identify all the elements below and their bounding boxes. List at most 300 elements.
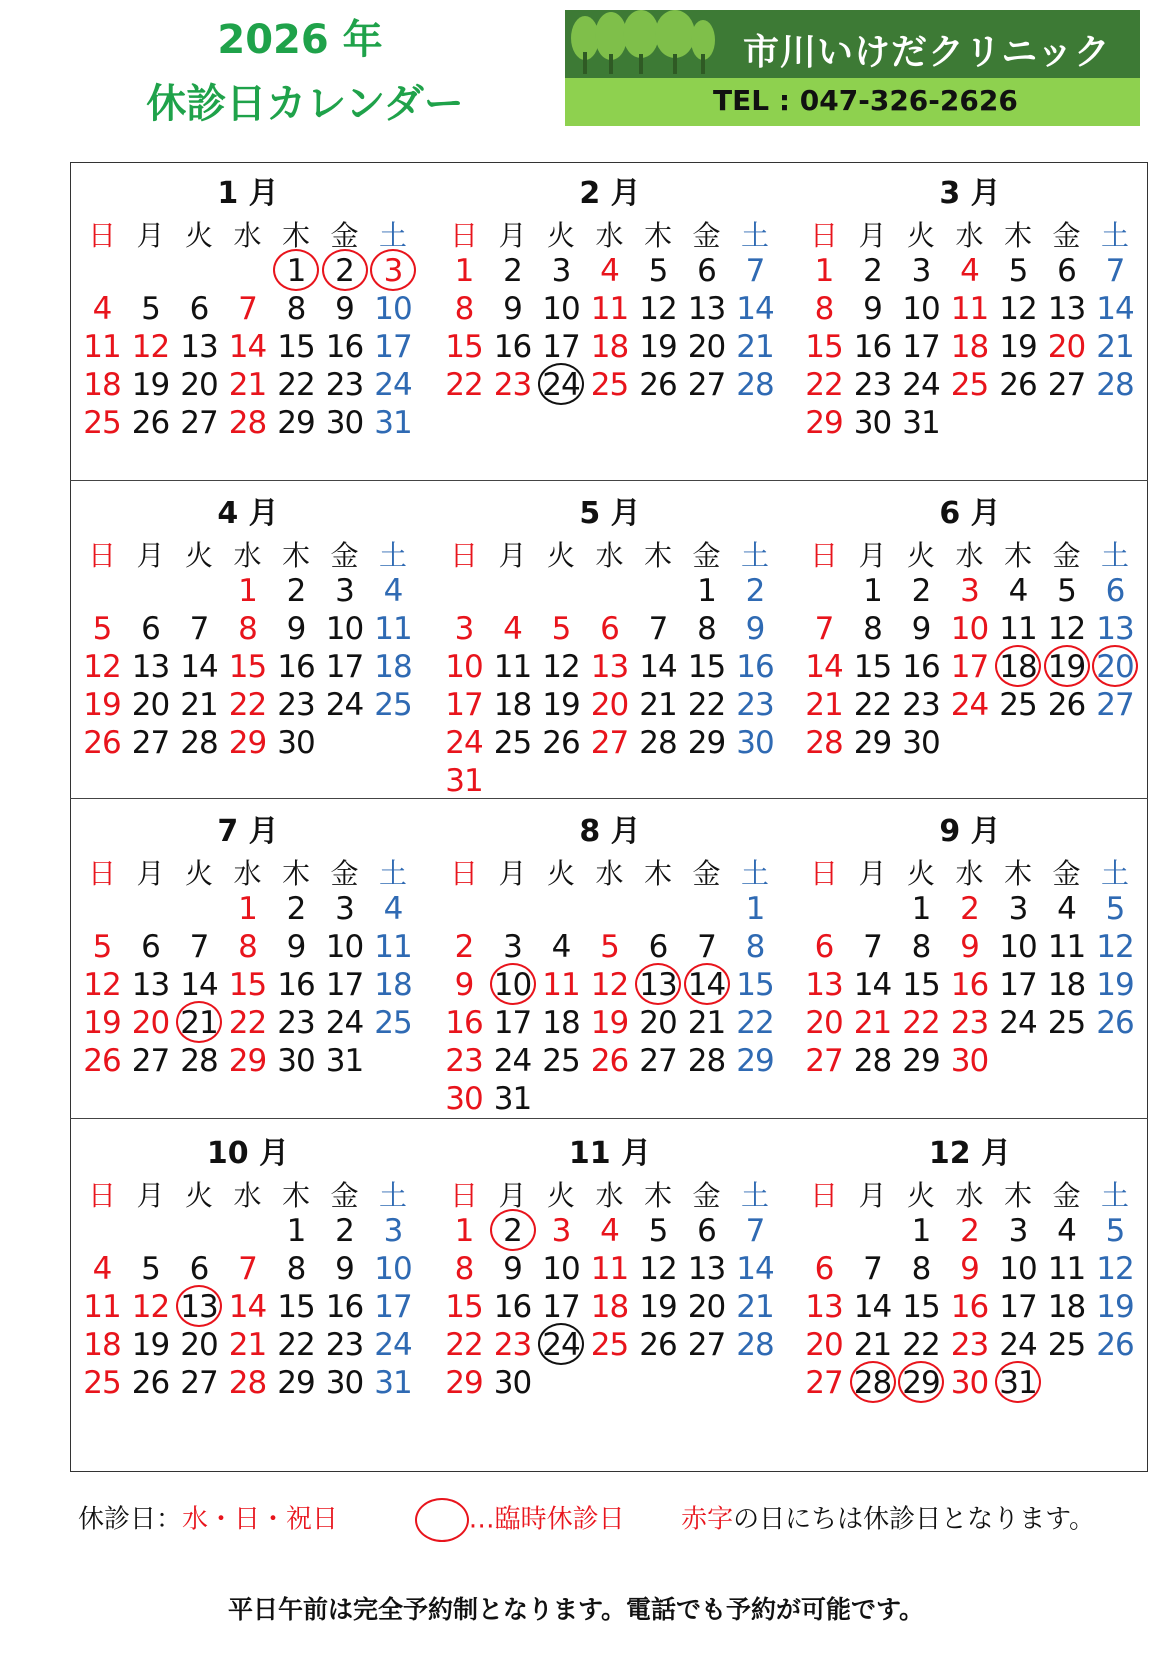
weekday-label: 日	[449, 539, 478, 572]
calendar-day: 2	[911, 573, 931, 609]
calendar-day: 23	[277, 1005, 315, 1041]
calendar-day: 11	[374, 611, 412, 647]
calendar-day: 26	[639, 367, 677, 403]
calendar-day: 2	[335, 1213, 354, 1249]
weekday-label: 土	[378, 539, 407, 572]
calendar-day: 29	[277, 405, 315, 441]
weekday-label: 土	[740, 539, 769, 572]
calendar-day: 13	[687, 291, 726, 327]
temporary-closure-circle	[322, 249, 368, 291]
weekday-label: 火	[906, 857, 935, 890]
calendar-day: 9	[503, 291, 522, 327]
calendar-day: 21	[736, 329, 774, 365]
calendar-day: 15	[902, 1289, 940, 1325]
calendar-day: 26	[131, 1365, 170, 1401]
calendar-day: 8	[911, 1251, 931, 1287]
calendar-day: 9	[335, 1251, 354, 1287]
calendar-day: 8	[814, 291, 834, 327]
calendar-day: 9	[335, 291, 354, 327]
calendar-day: 16	[325, 1289, 364, 1325]
calendar-day: 12	[999, 291, 1037, 327]
calendar-day: 3	[1008, 1213, 1028, 1249]
calendar-day: 13	[805, 967, 843, 1003]
weekday-label: 木	[643, 539, 672, 572]
weekday-header	[440, 214, 780, 250]
weekday-label: 土	[1100, 539, 1129, 572]
calendar-day: 14	[736, 291, 774, 327]
calendar-day: 17	[325, 967, 364, 1003]
calendar-day: 12	[131, 1289, 170, 1325]
calendar-day: 21	[228, 367, 267, 403]
calendar-day: 11	[83, 329, 121, 365]
month-1	[78, 168, 418, 498]
calendar-day: 27	[131, 1043, 170, 1079]
calendar-day: 17	[325, 649, 364, 685]
temporary-closure-circle	[1092, 645, 1138, 687]
calendar-day: 7	[238, 1251, 257, 1287]
calendar-day: 15	[805, 329, 843, 365]
temporary-closure-circle	[850, 1361, 896, 1403]
calendar-day: 5	[648, 1213, 668, 1249]
weekday-label: 木	[1003, 857, 1032, 890]
calendar-day: 16	[493, 329, 532, 365]
weekday-label: 水	[955, 857, 984, 890]
calendar-day: 24	[445, 725, 483, 761]
calendar-day: 3	[1008, 891, 1028, 927]
calendar-day: 12	[1096, 929, 1134, 965]
calendar-day: 6	[814, 1251, 834, 1287]
calendar-day: 1	[745, 891, 765, 927]
weekday-label: 水	[955, 1179, 984, 1212]
calendar-day: 13	[175, 1288, 223, 1326]
weekday-label: 木	[281, 1179, 310, 1212]
weekday-label: 水	[955, 219, 984, 252]
weekday-label: 月	[136, 219, 165, 252]
calendar-day: 4	[383, 573, 403, 609]
weekday-label: 金	[330, 219, 359, 252]
calendar-day: 26	[1096, 1005, 1134, 1041]
calendar-day: 7	[863, 929, 882, 965]
calendar-day: 24	[537, 1326, 585, 1364]
weekday-label: 水	[595, 539, 624, 572]
calendar-day: 16	[277, 649, 315, 685]
calendar-day: 5	[141, 291, 160, 327]
weekday-header	[78, 214, 418, 250]
legend	[78, 1498, 1095, 1542]
calendar-day: 26	[639, 1327, 677, 1363]
weekday-label: 火	[546, 857, 575, 890]
weekday-label: 火	[906, 539, 935, 572]
calendar-day: 22	[277, 1327, 315, 1363]
legend-red-word: 赤字	[681, 1504, 734, 1535]
month-3	[800, 168, 1140, 498]
calendar-day: 22	[228, 1005, 267, 1041]
weekday-label: 土	[378, 1179, 407, 1212]
calendar-day: 31	[374, 1365, 412, 1401]
calendar-day: 13	[590, 649, 629, 685]
calendar-day: 16	[950, 967, 989, 1003]
calendar-day: 28	[180, 725, 218, 761]
weekday-label: 金	[692, 857, 721, 890]
calendar-day: 3	[335, 573, 354, 609]
calendar-day: 30	[950, 1365, 989, 1401]
calendar-day: 16	[902, 649, 940, 685]
calendar-day: 5	[648, 253, 668, 289]
calendar-day: 15	[853, 649, 892, 685]
month-title: 4 月	[217, 496, 279, 531]
weekday-label: 日	[809, 1179, 838, 1212]
weekday-label: 月	[498, 857, 527, 890]
calendar-day: 26	[999, 367, 1037, 403]
calendar-day: 9	[911, 611, 931, 647]
calendar-day: 28	[853, 1043, 892, 1079]
weekday-label: 月	[498, 219, 527, 252]
calendar-day: 26	[590, 1043, 629, 1079]
calendar-day: 28	[180, 1043, 218, 1079]
weekday-label: 木	[1003, 219, 1032, 252]
calendar-day: 25	[1047, 1005, 1086, 1041]
calendar-day: 19	[1043, 648, 1091, 686]
calendar-day: 6	[189, 291, 209, 327]
calendar-day: 6	[141, 611, 160, 647]
calendar-day: 17	[374, 1289, 412, 1325]
calendar-day: 20	[1047, 329, 1086, 365]
calendar-day: 8	[911, 929, 931, 965]
weekday-label: 金	[330, 539, 359, 572]
calendar-day: 1	[272, 252, 320, 290]
calendar-day: 15	[277, 1289, 315, 1325]
calendar-day: 10	[325, 611, 364, 647]
clinic-name: 市川いけだクリニック	[743, 32, 1111, 73]
calendar-day: 29	[897, 1364, 945, 1402]
calendar-day: 16	[853, 329, 892, 365]
calendar-day: 7	[863, 1251, 882, 1287]
weekday-label: 金	[692, 219, 721, 252]
legend-red-rest: の日にちは休診日となります。	[733, 1504, 1096, 1535]
calendar-day: 7	[189, 929, 209, 965]
calendar-day: 6	[189, 1251, 209, 1287]
calendar-day: 30	[277, 1043, 315, 1079]
calendar-day: 25	[374, 1005, 412, 1041]
calendar-day: 30	[736, 725, 774, 761]
month-2	[440, 168, 780, 498]
calendar-day: 15	[228, 649, 267, 685]
calendar-day: 11	[1047, 929, 1086, 965]
weekday-label: 土	[1100, 219, 1129, 252]
weekday-label: 水	[595, 219, 624, 252]
weekday-label: 日	[87, 219, 116, 252]
calendar-day: 27	[180, 405, 218, 441]
calendar-day: 1	[238, 891, 257, 927]
weekday-label: 金	[1052, 219, 1081, 252]
calendar-day: 12	[639, 1251, 677, 1287]
calendar-day: 6	[648, 929, 668, 965]
calendar-day: 19	[639, 1289, 677, 1325]
calendar-day: 12	[83, 967, 121, 1003]
temporary-closure-circle	[898, 1361, 944, 1403]
calendar-day: 9	[960, 1251, 979, 1287]
weekday-label: 木	[281, 857, 310, 890]
calendar-day: 30	[277, 725, 315, 761]
month-10	[78, 1128, 418, 1458]
calendar-day: 13	[131, 649, 170, 685]
calendar-day: 27	[805, 1043, 843, 1079]
calendar-day: 17	[493, 1005, 532, 1041]
calendar-day: 29	[445, 1365, 483, 1401]
calendar-day: 9	[960, 929, 979, 965]
weekday-label: 水	[595, 1179, 624, 1212]
calendar-day: 2	[745, 573, 765, 609]
calendar-day: 7	[745, 253, 765, 289]
calendar-day: 23	[445, 1043, 483, 1079]
calendar-day: 20	[687, 1289, 726, 1325]
weekday-label: 水	[233, 1179, 262, 1212]
weekday-label: 月	[858, 1179, 887, 1212]
calendar-day: 23	[325, 367, 364, 403]
calendar-day: 10	[902, 291, 940, 327]
calendar-day: 14	[805, 649, 843, 685]
calendar-day: 19	[131, 367, 170, 403]
weekday-header	[78, 852, 418, 888]
weekday-header	[440, 852, 780, 888]
calendar-day: 23	[853, 367, 892, 403]
weekday-header	[440, 1174, 780, 1210]
calendar-day: 5	[1105, 1213, 1125, 1249]
calendar-day: 14	[853, 967, 892, 1003]
weekday-label: 土	[740, 219, 769, 252]
calendar-day: 9	[745, 611, 765, 647]
calendar-day: 28	[805, 725, 843, 761]
calendar-day: 27	[180, 1365, 218, 1401]
calendar-day: 18	[590, 1289, 629, 1325]
weekday-label: 木	[281, 219, 310, 252]
temporary-closure-circle	[1044, 645, 1090, 687]
calendar-day: 12	[1047, 611, 1086, 647]
calendar-day: 13	[1047, 291, 1086, 327]
calendar-day: 10	[489, 966, 537, 1004]
calendar-day: 26	[542, 725, 580, 761]
calendar-day: 19	[542, 687, 580, 723]
calendar-day: 25	[83, 1365, 121, 1401]
weekday-label: 月	[858, 219, 887, 252]
calendar-day: 15	[902, 967, 940, 1003]
calendar-day: 23	[736, 687, 774, 723]
calendar-day: 24	[950, 687, 989, 723]
calendar-day: 19	[83, 1005, 121, 1041]
calendar-day: 6	[600, 611, 619, 647]
calendar-day: 19	[590, 1005, 629, 1041]
calendar-day: 23	[493, 367, 532, 403]
month-title: 9 月	[939, 814, 1001, 849]
calendar-day: 30	[950, 1043, 989, 1079]
month-title: 3 月	[939, 176, 1001, 211]
calendar-day: 21	[853, 1005, 892, 1041]
calendar-day: 8	[863, 611, 882, 647]
trees-icon	[567, 10, 717, 76]
calendar-day: 12	[131, 329, 170, 365]
calendar-day: 12	[1096, 1251, 1134, 1287]
calendar-day: 2	[960, 891, 979, 927]
calendar-day: 2	[863, 253, 882, 289]
calendar-day: 3	[454, 611, 474, 647]
calendar-day: 22	[902, 1327, 940, 1363]
weekday-label: 木	[643, 219, 672, 252]
weekday-label: 金	[1052, 539, 1081, 572]
calendar-day: 4	[600, 1213, 619, 1249]
calendar-day: 16	[445, 1005, 483, 1041]
calendar-day: 25	[542, 1043, 580, 1079]
calendar-day: 24	[537, 366, 585, 404]
calendar-day: 11	[590, 291, 629, 327]
calendar-day: 26	[83, 1043, 121, 1079]
calendar-day: 5	[92, 929, 112, 965]
weekday-label: 土	[1100, 857, 1129, 890]
calendar-day: 24	[325, 687, 364, 723]
calendar-day: 23	[325, 1327, 364, 1363]
weekday-label: 日	[809, 539, 838, 572]
calendar-day: 11	[374, 929, 412, 965]
weekday-label: 月	[858, 539, 887, 572]
weekday-label: 水	[233, 539, 262, 572]
calendar-day: 10	[542, 291, 580, 327]
calendar-day: 30	[325, 405, 364, 441]
calendar-day: 10	[999, 1251, 1037, 1287]
calendar-day: 2	[503, 253, 522, 289]
weekday-header	[800, 214, 1140, 250]
calendar-day: 29	[902, 1043, 940, 1079]
calendar-day: 22	[902, 1005, 940, 1041]
calendar-day: 27	[687, 1327, 726, 1363]
calendar-day: 6	[141, 929, 160, 965]
calendar-day: 3	[369, 252, 417, 290]
calendar-day: 31	[493, 1081, 532, 1117]
month-title: 5 月	[579, 496, 641, 531]
calendar-day: 20	[639, 1005, 677, 1041]
temporary-closure-circle	[684, 963, 730, 1005]
calendar-day: 25	[590, 1327, 629, 1363]
calendar-day: 25	[950, 367, 989, 403]
calendar-day: 17	[445, 687, 483, 723]
calendar-day: 18	[374, 649, 412, 685]
calendar-day: 9	[286, 611, 306, 647]
calendar-day: 1	[697, 573, 716, 609]
weekday-label: 土	[1100, 1179, 1129, 1212]
calendar-day: 11	[1047, 1251, 1086, 1287]
calendar-day: 17	[374, 329, 412, 365]
weekday-label: 日	[87, 857, 116, 890]
month-4	[78, 488, 418, 818]
legend-closed-label: 休診日：	[78, 1504, 183, 1535]
calendar-day: 20	[590, 687, 629, 723]
calendar-day: 29	[736, 1043, 774, 1079]
calendar-day: 13	[131, 967, 170, 1003]
calendar-day: 20	[805, 1005, 843, 1041]
calendar-day: 31	[374, 405, 412, 441]
calendar-day: 3	[503, 929, 522, 965]
calendar-day: 27	[1047, 367, 1086, 403]
calendar-day: 27	[639, 1043, 677, 1079]
temporary-closure-circle	[995, 1361, 1041, 1403]
calendar-day: 27	[131, 725, 170, 761]
clinic-tel: TEL : 047-326-2626	[713, 84, 1018, 117]
calendar-day: 1	[238, 573, 257, 609]
weekday-label: 木	[1003, 1179, 1032, 1212]
month-title: 2 月	[579, 176, 641, 211]
calendar-day: 28	[639, 725, 677, 761]
calendar-day: 7	[189, 611, 209, 647]
calendar-day: 19	[639, 329, 677, 365]
reservation-note: 平日午前は完全予約制となります。電話でも予約が可能です。	[228, 1595, 925, 1624]
calendar-day: 18	[1047, 967, 1086, 1003]
calendar-day: 4	[1008, 573, 1028, 609]
calendar-day: 24	[493, 1043, 532, 1079]
calendar-day: 24	[325, 1005, 364, 1041]
page-title: 休診日カレンダー	[146, 81, 464, 127]
weekday-label: 日	[87, 539, 116, 572]
calendar-day: 30	[493, 1365, 532, 1401]
calendar-day: 25	[999, 687, 1037, 723]
weekday-label: 水	[595, 857, 624, 890]
weekday-label: 水	[955, 539, 984, 572]
month-7	[78, 806, 418, 1136]
weekday-label: 火	[546, 219, 575, 252]
calendar-day: 28	[736, 367, 774, 403]
calendar-day: 7	[648, 611, 668, 647]
weekday-label: 日	[449, 857, 478, 890]
page-title-year: 2026 年	[217, 17, 383, 63]
calendar-day: 25	[1047, 1327, 1086, 1363]
month-12	[800, 1128, 1140, 1458]
calendar-day: 29	[228, 725, 267, 761]
calendar-day: 5	[1105, 891, 1125, 927]
calendar-day: 30	[902, 725, 940, 761]
calendar-day: 17	[542, 1289, 580, 1325]
weekday-header	[800, 852, 1140, 888]
weekday-label: 火	[184, 857, 213, 890]
calendar-day: 30	[325, 1365, 364, 1401]
calendar-day: 12	[590, 967, 629, 1003]
calendar-day: 22	[228, 687, 267, 723]
calendar-day: 16	[493, 1289, 532, 1325]
calendar-day: 9	[503, 1251, 522, 1287]
calendar-day: 10	[374, 1251, 412, 1287]
calendar-day: 5	[551, 611, 571, 647]
weekday-label: 日	[449, 219, 478, 252]
calendar-day: 19	[131, 1327, 170, 1363]
calendar-day: 14	[683, 966, 731, 1004]
calendar-day: 18	[994, 648, 1042, 686]
calendar-day: 6	[814, 929, 834, 965]
calendar-day: 28	[228, 1365, 267, 1401]
calendar-day: 17	[999, 967, 1037, 1003]
calendar-day: 25	[590, 367, 629, 403]
weekday-label: 土	[740, 1179, 769, 1212]
calendar-day: 31	[902, 405, 940, 441]
calendar-day: 14	[228, 1289, 267, 1325]
calendar-day: 4	[92, 1251, 112, 1287]
calendar-day: 17	[999, 1289, 1037, 1325]
calendar-day: 20	[180, 367, 218, 403]
calendar-day: 2	[489, 1212, 537, 1250]
calendar-day: 6	[1105, 573, 1125, 609]
calendar-day: 18	[950, 329, 989, 365]
calendar-day: 12	[542, 649, 580, 685]
calendar-day: 11	[590, 1251, 629, 1287]
calendar-day: 13	[687, 1251, 726, 1287]
calendar-day: 2	[286, 573, 306, 609]
calendar-day: 18	[493, 687, 532, 723]
weekday-label: 月	[136, 857, 165, 890]
